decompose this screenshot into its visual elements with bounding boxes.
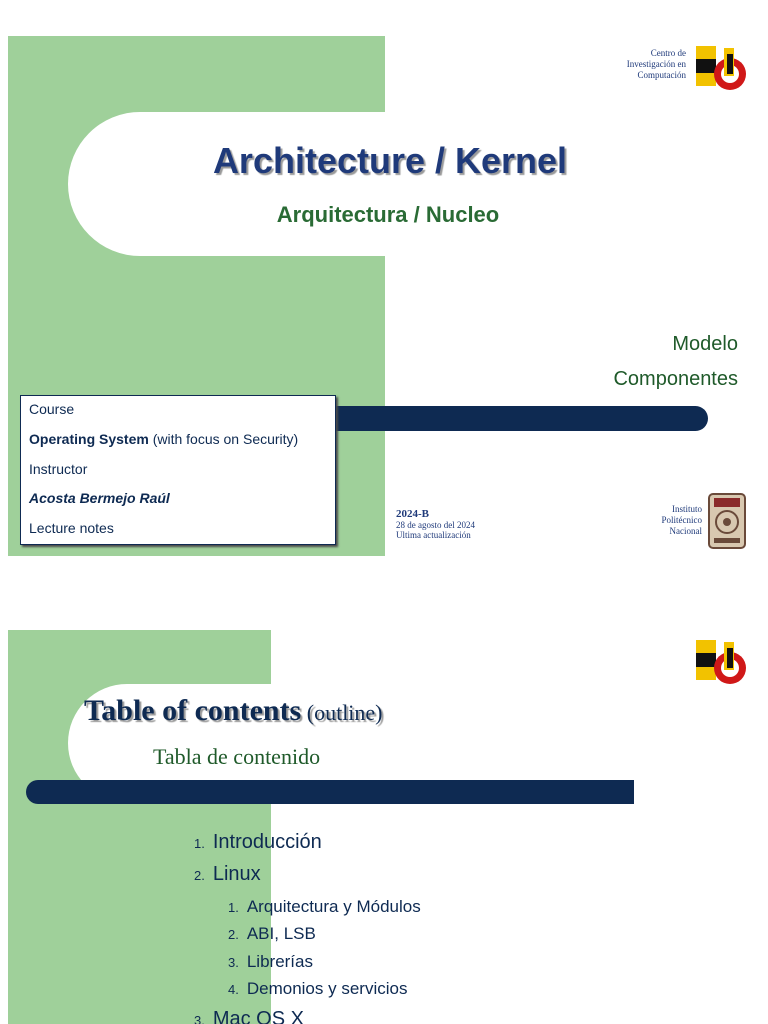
course-name: Operating System: [29, 431, 149, 447]
list-item-number: 3.: [194, 1013, 205, 1024]
course-name-line: [29, 431, 298, 447]
date-text: 28 de agosto del 2024: [396, 520, 475, 530]
sub-list-item: [228, 979, 407, 999]
list-item-label: Arquitectura y Módulos: [246, 897, 421, 916]
ipn-label: Instituto Politécnico Nacional: [661, 504, 702, 536]
instructor-name: Acosta Bermejo Raúl: [29, 490, 170, 506]
list-item-number: 2.: [228, 927, 239, 942]
title-rounded-banner: [68, 112, 768, 256]
course-label: Course: [29, 401, 75, 417]
last-update: Ultima actualización: [396, 530, 471, 540]
list-item-label: Demonios y servicios: [246, 979, 408, 998]
lecture-notes-label: Lecture notes: [29, 520, 114, 536]
list-item-number: 4.: [228, 982, 239, 997]
list-item-number: 3.: [228, 955, 239, 970]
sub-list-item: [228, 897, 421, 917]
list-item-label: Mac OS X: [212, 1008, 304, 1024]
divider-bar: [26, 780, 634, 804]
list-item-label: Introducción: [212, 831, 322, 853]
toc-title-paren: (outline): [301, 700, 383, 725]
list-item-label: Linux: [212, 863, 261, 885]
semester: 2024-B: [396, 508, 429, 520]
divider-bar: [300, 406, 708, 431]
toc-title-main: Table of contents: [84, 694, 302, 727]
list-item-label: Librerías: [246, 952, 313, 971]
list-item-number: 2.: [194, 868, 205, 883]
cic-logo-icon: [696, 640, 748, 686]
list-item: [194, 831, 322, 854]
instructor-label: Instructor: [29, 461, 88, 477]
slide-title: [84, 694, 383, 728]
list-item-number: 1.: [228, 900, 239, 915]
list-item-label: ABI, LSB: [246, 924, 316, 943]
list-item-number: 1.: [194, 836, 205, 851]
course-info-box: [20, 395, 336, 545]
cic-label: Centro de Investigación en Computación: [626, 48, 686, 80]
topic-item: Componentes: [613, 368, 738, 390]
course-focus: (with focus on Security): [148, 431, 299, 447]
sub-list-item: [228, 924, 316, 944]
toc-slide: [0, 600, 768, 1024]
date-block: [396, 508, 475, 540]
list-item: [194, 1008, 304, 1024]
slide-subtitle: Tabla de contenido: [153, 744, 321, 769]
slide-subtitle: Arquitectura / Nucleo: [276, 202, 500, 227]
topics-list: [438, 327, 738, 397]
topic-item: Modelo: [672, 333, 738, 355]
slide-title: Architecture / Kernel: [212, 140, 568, 181]
cic-logo-icon: [696, 46, 748, 92]
list-item: [194, 863, 261, 886]
ipn-logo-icon: [706, 488, 748, 552]
sub-list-item: [228, 952, 313, 972]
